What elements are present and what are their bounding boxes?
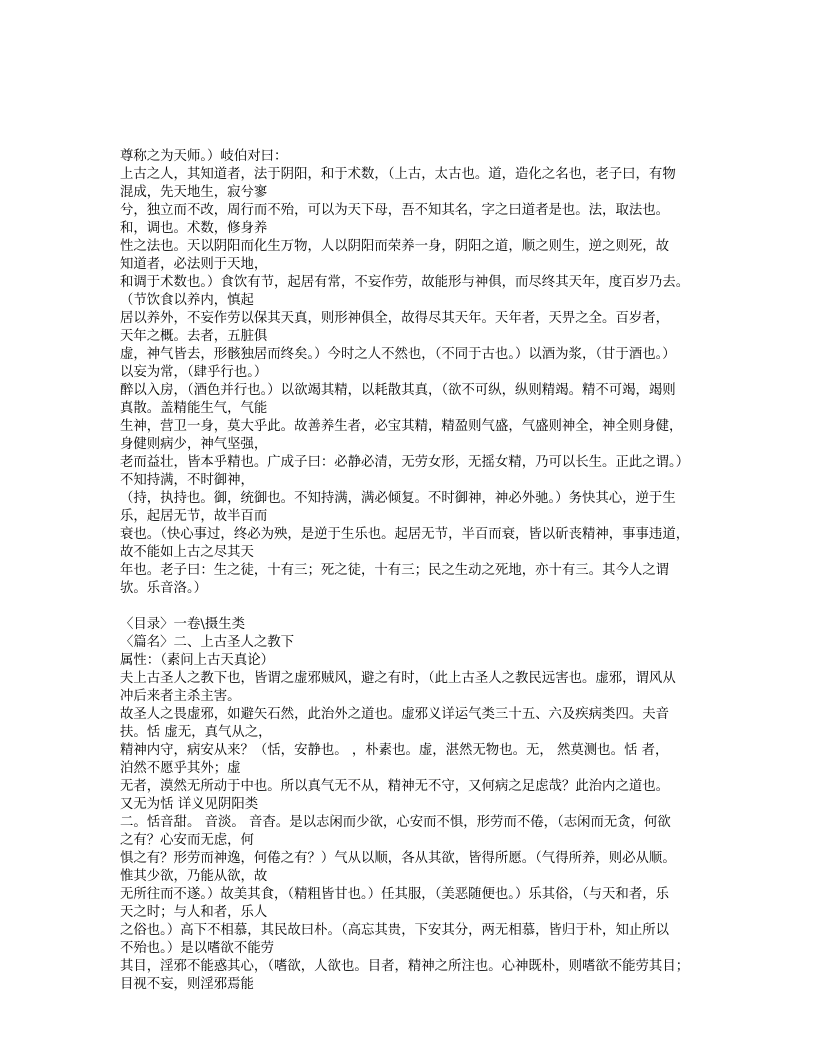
text-line: 以妄为常，（肆乎行也。） <box>120 365 268 380</box>
text-line: 不知持满，不时御神， <box>120 473 254 488</box>
text-line: 其目，淫邪不能惑其心，（嗜欲，人欲也。目者，精神之所注也。心神既朴，则嗜欲不能劳其目； <box>120 959 690 974</box>
text-line: 知道者，必法则于天地， <box>120 257 268 272</box>
text-line: 〈篇名〉二、上古圣人之教下 <box>120 635 295 650</box>
text-line: 混成，先天地生，寂兮寥 <box>120 185 268 200</box>
text-line: 身健则病少，神气坚强， <box>120 437 268 452</box>
text-line: 无所往而不遂。）故美其食，（精粗皆甘也。）任其服，（美恶随便也。）乐其俗，（与天和者，乐 <box>120 887 669 902</box>
text-line: 又无为恬 详义见阴阳类 <box>120 797 259 812</box>
text-line: 醉以入房，（酒色并行也。）以欲竭其精，以耗散其真，（欲不可纵，纵则精竭。精不可竭，竭则 <box>120 383 676 398</box>
text-line: 上古之人，其知道者，法于阴阳，和于术数，（上古，太古也。道，造化之名也，老子曰，有物 <box>120 167 676 182</box>
text-line: 生神，营卫一身，莫大乎此。故善养生者，必宝其精，精盈则气盛，气盛则神全，神全则身健， <box>120 419 683 434</box>
text-line: 惧之有？形劳而神逸，何倦之有？）气从以顺，各从其欲，皆得所愿。（气得所养，则必从顺。 <box>120 851 676 866</box>
text-line: 衰也。（快心事过，终必为殃，是逆于生乐也。起居无节，半百而衰，皆以斫丧精神，事事违道， <box>120 527 690 542</box>
text-line: 天之时；与人和者，乐人 <box>120 905 268 920</box>
text-line: 二。恬音甜。 音淡。 音杳。是以志闲而少欲，心安而不惧，形劳而不倦，（志闲而无贪，何欲 <box>120 815 671 830</box>
text-line: 和调于术数也。）食饮有节，起居有常，不妄作劳，故能形与神俱，而尽终其天年，度百岁乃去。 <box>120 275 690 290</box>
text-line: 无者，漠然无所动于中也。所以真气无不从，精神无不守，又何病之足虑哉？此治内之道也。 <box>120 779 670 794</box>
text-line: （节饮食以养内，慎起 <box>120 293 254 308</box>
text-line: 精神内守，病安从来？（恬，安静也。 ，朴素也。虚，湛然无物也。无， 然莫测也。恬 者， <box>120 743 669 758</box>
text-line: 之有？心安而无虑，何 <box>120 833 254 848</box>
text-line: 真散。盖精能生气，气能 <box>120 401 268 416</box>
text-line: （持，执持也。御，统御也。不知持满，满必倾复。不时御神，神必外驰。）务快其心，逆于生 <box>120 491 676 506</box>
text-line: 居以养外，不妄作劳以保其天真，则形神俱全，故得尽其天年。天年者，天畀之全。百岁者， <box>120 311 670 326</box>
text-line <box>120 598 710 616</box>
text-line: 惟其少欲，乃能从欲，故 <box>120 869 268 884</box>
text-line: 故不能如上古之尽其天 <box>120 545 254 560</box>
text-line: 乐，起居无节，故半百而 <box>120 509 268 524</box>
text-line: 虚，神气皆去，形骸独居而终矣。）今时之人不然也，（不同于古也。）以酒为浆，（甘于酒也。） <box>120 347 676 362</box>
text-line: 之俗也。）高下不相慕，其民故曰朴。（高忘其贵，下安其分，两无相慕，皆归于朴，知止所以 <box>120 923 670 938</box>
text-line: 故圣人之畏虚邪，如避矢石然，此治外之道也。虚邪义详运气类三十五、六及疾病类四。夫音 <box>120 707 670 722</box>
text-line: 性之法也。天以阴阳而化生万物，人以阴阳而荣养一身，阴阳之道，顺之则生，逆之则死，故 <box>120 239 670 254</box>
text-line: 属性：（素问上古天真论） <box>120 653 274 668</box>
text-line: 老而益壮，皆本乎精也。广成子曰：必静必清，无劳女形，无摇女精，乃可以长生。正此之谓。） <box>120 455 690 470</box>
text-line: 兮，独立而不改，周行而不殆，可以为天下母，吾不知其名，字之曰道者是也。法，取法也。 <box>120 203 670 218</box>
text-line: 冲后来者主杀主害。 <box>120 689 241 704</box>
text-line: 和，调也。术数，修身养 <box>120 221 268 236</box>
text-line: 欤。乐音洛。） <box>120 581 208 596</box>
text-line: 不殆也。）是以嗜欲不能劳 <box>120 941 274 956</box>
text-line: 泊然不愿乎其外；虚 <box>120 761 241 776</box>
text-line: 年也。老子曰：生之徒，十有三；死之徒，十有三；民之生动之死地，亦十有三。其今人之谓 <box>120 563 670 578</box>
text-line: 尊称之为天师。）岐伯对曰： <box>120 149 288 164</box>
text-line: 〈目录〉一卷\摄生类 <box>120 617 246 632</box>
text-line: 目视不妄，则淫邪焉能 <box>120 977 254 992</box>
text-line: 天年之概。去者，五脏俱 <box>120 329 268 344</box>
document-body <box>120 148 710 994</box>
text-line: 夫上古圣人之教下也，皆谓之虚邪贼风，避之有时，（此上古圣人之教民远害也。虚邪，谓风从 <box>120 671 676 686</box>
text-line: 扶。恬 虚无，真气从之， <box>120 725 272 740</box>
